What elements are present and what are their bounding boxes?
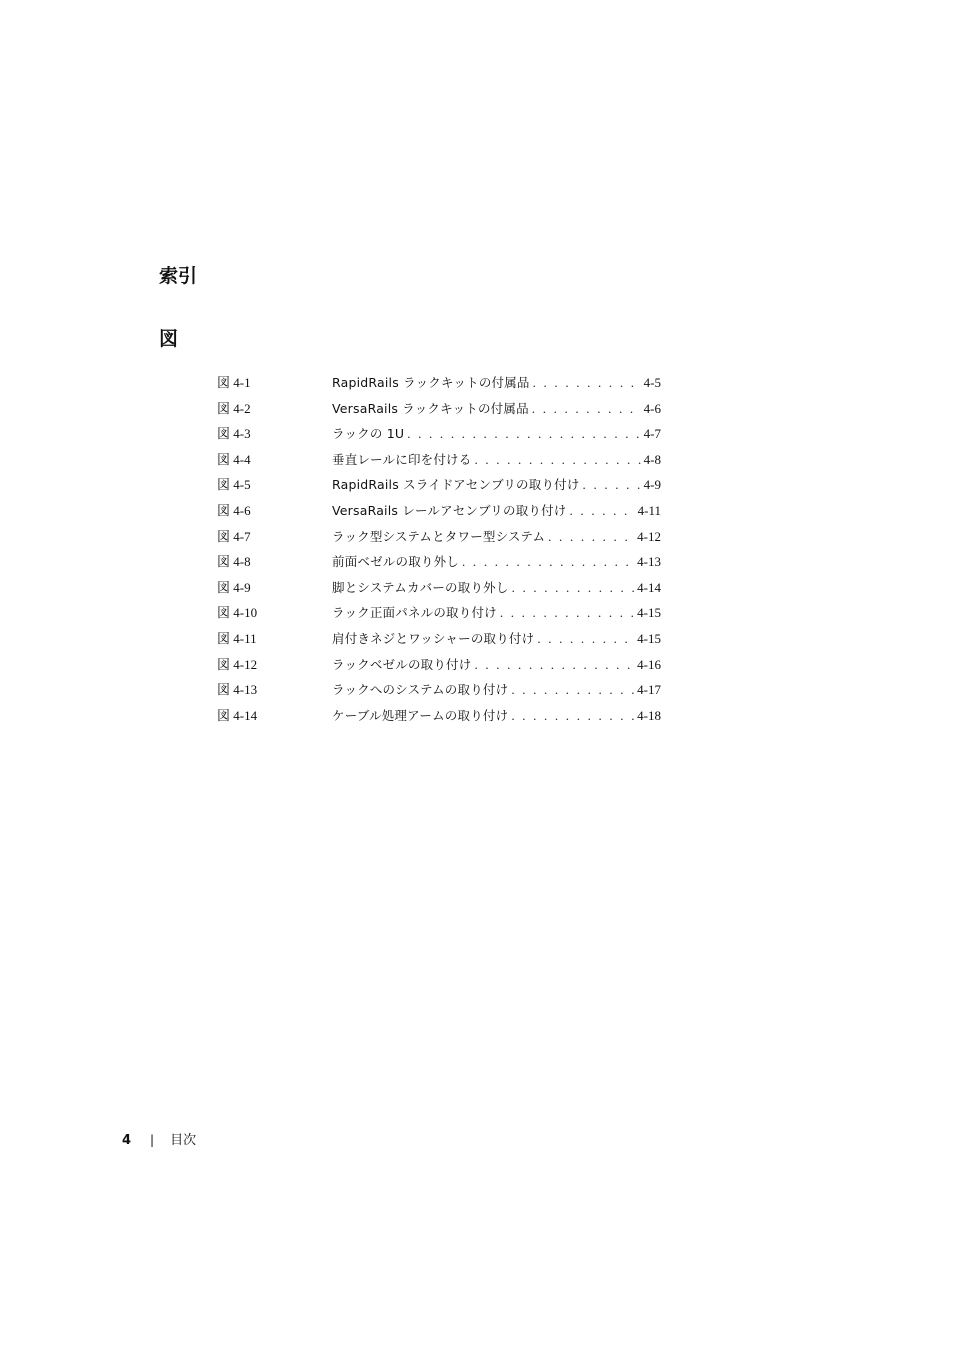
figure-list	[217, 374, 661, 732]
figures-heading: 図	[159, 328, 179, 350]
figure-entry[interactable]	[217, 604, 661, 630]
dot-leader	[512, 579, 635, 597]
page-footer	[122, 1131, 196, 1150]
figure-number: 図 4-11	[217, 630, 257, 646]
figure-entry[interactable]	[217, 579, 661, 605]
figure-entry[interactable]	[217, 630, 661, 656]
figure-page: 4-18	[637, 707, 661, 723]
footer-section-label: 目次	[170, 1133, 197, 1148]
figure-title: 前面ベゼルの取り外し	[332, 554, 460, 570]
dot-leader	[474, 656, 634, 674]
figure-entry[interactable]	[217, 425, 661, 451]
figure-number: 図 4-13	[217, 682, 258, 698]
figure-title: ラック正面パネルの取り付け	[332, 605, 497, 621]
dot-leader	[583, 476, 641, 494]
figure-page: 4-16	[637, 656, 661, 672]
figure-title: ラック型システムとタワー型システム	[332, 528, 546, 544]
figure-entry[interactable]	[217, 707, 661, 733]
figure-title: 垂直レールに印を付ける	[332, 451, 472, 467]
figure-entry[interactable]	[217, 476, 661, 502]
figure-page: 4-8	[643, 451, 661, 467]
figure-number: 図 4-7	[217, 528, 251, 544]
figure-page: 4-9	[643, 477, 661, 493]
figure-number: 図 4-4	[217, 451, 251, 467]
figure-number: 図 4-2	[217, 400, 251, 416]
figure-title: 脚とシステムカバーの取り外し	[332, 579, 509, 595]
figure-page: 4-15	[637, 605, 661, 621]
dot-leader	[548, 528, 634, 546]
dot-leader	[407, 425, 640, 443]
figure-entry[interactable]	[217, 528, 661, 554]
figure-entry[interactable]	[217, 400, 661, 426]
figure-entry[interactable]	[217, 451, 661, 477]
figure-page: 4-7	[643, 426, 661, 442]
figure-title: ラックベゼルの取り付け	[332, 656, 472, 672]
figure-entry[interactable]	[217, 502, 661, 528]
figure-title: ケーブル処理アームの取り付け	[332, 707, 509, 723]
figure-page: 4-12	[637, 528, 661, 544]
figure-title: ラックの 1U	[332, 426, 405, 442]
figure-number: 図 4-6	[217, 502, 251, 518]
figure-entry[interactable]	[217, 374, 661, 400]
figure-page: 4-5	[643, 375, 661, 390]
figure-page: 4-15	[637, 630, 661, 646]
figure-title: VersaRails レールアセンブリの取り付け	[332, 502, 567, 518]
footer-page-number: 4	[122, 1133, 132, 1148]
dot-leader	[462, 553, 634, 571]
figure-number: 図 4-1	[217, 375, 251, 390]
dot-leader	[570, 502, 635, 520]
dot-leader	[474, 451, 640, 469]
figure-entry[interactable]	[217, 656, 661, 682]
dot-leader	[533, 374, 641, 392]
figure-title: RapidRails スライドアセンブリの取り付け	[332, 477, 580, 493]
figure-number: 図 4-14	[217, 707, 258, 723]
figure-number: 図 4-10	[217, 605, 258, 621]
dot-leader	[511, 707, 634, 725]
figure-entry[interactable]	[217, 553, 661, 579]
dot-leader	[537, 630, 634, 648]
figure-number: 図 4-12	[217, 656, 258, 672]
figure-title: 肩付きネジとワッシャーの取り付け	[332, 630, 535, 646]
figure-number: 図 4-8	[217, 554, 251, 570]
dot-leader	[532, 400, 641, 418]
index-heading: 索引	[159, 265, 198, 287]
figure-page: 4-13	[637, 554, 661, 570]
figure-title: ラックへのシステムの取り付け	[332, 682, 509, 698]
figure-page: 4-6	[643, 400, 661, 416]
figure-title: VersaRails ラックキットの付属品	[332, 400, 529, 416]
dot-leader	[500, 604, 634, 622]
figure-page: 4-17	[637, 682, 661, 698]
figure-number: 図 4-5	[217, 477, 251, 493]
footer-separator: |	[150, 1133, 155, 1147]
figure-title: RapidRails ラックキットの付属品	[332, 375, 530, 390]
figure-entry[interactable]	[217, 681, 661, 707]
dot-leader	[511, 681, 634, 699]
figure-page: 4-11	[637, 502, 661, 518]
figure-page: 4-14	[637, 579, 661, 595]
figure-number: 図 4-3	[217, 426, 251, 442]
figure-number: 図 4-9	[217, 579, 251, 595]
